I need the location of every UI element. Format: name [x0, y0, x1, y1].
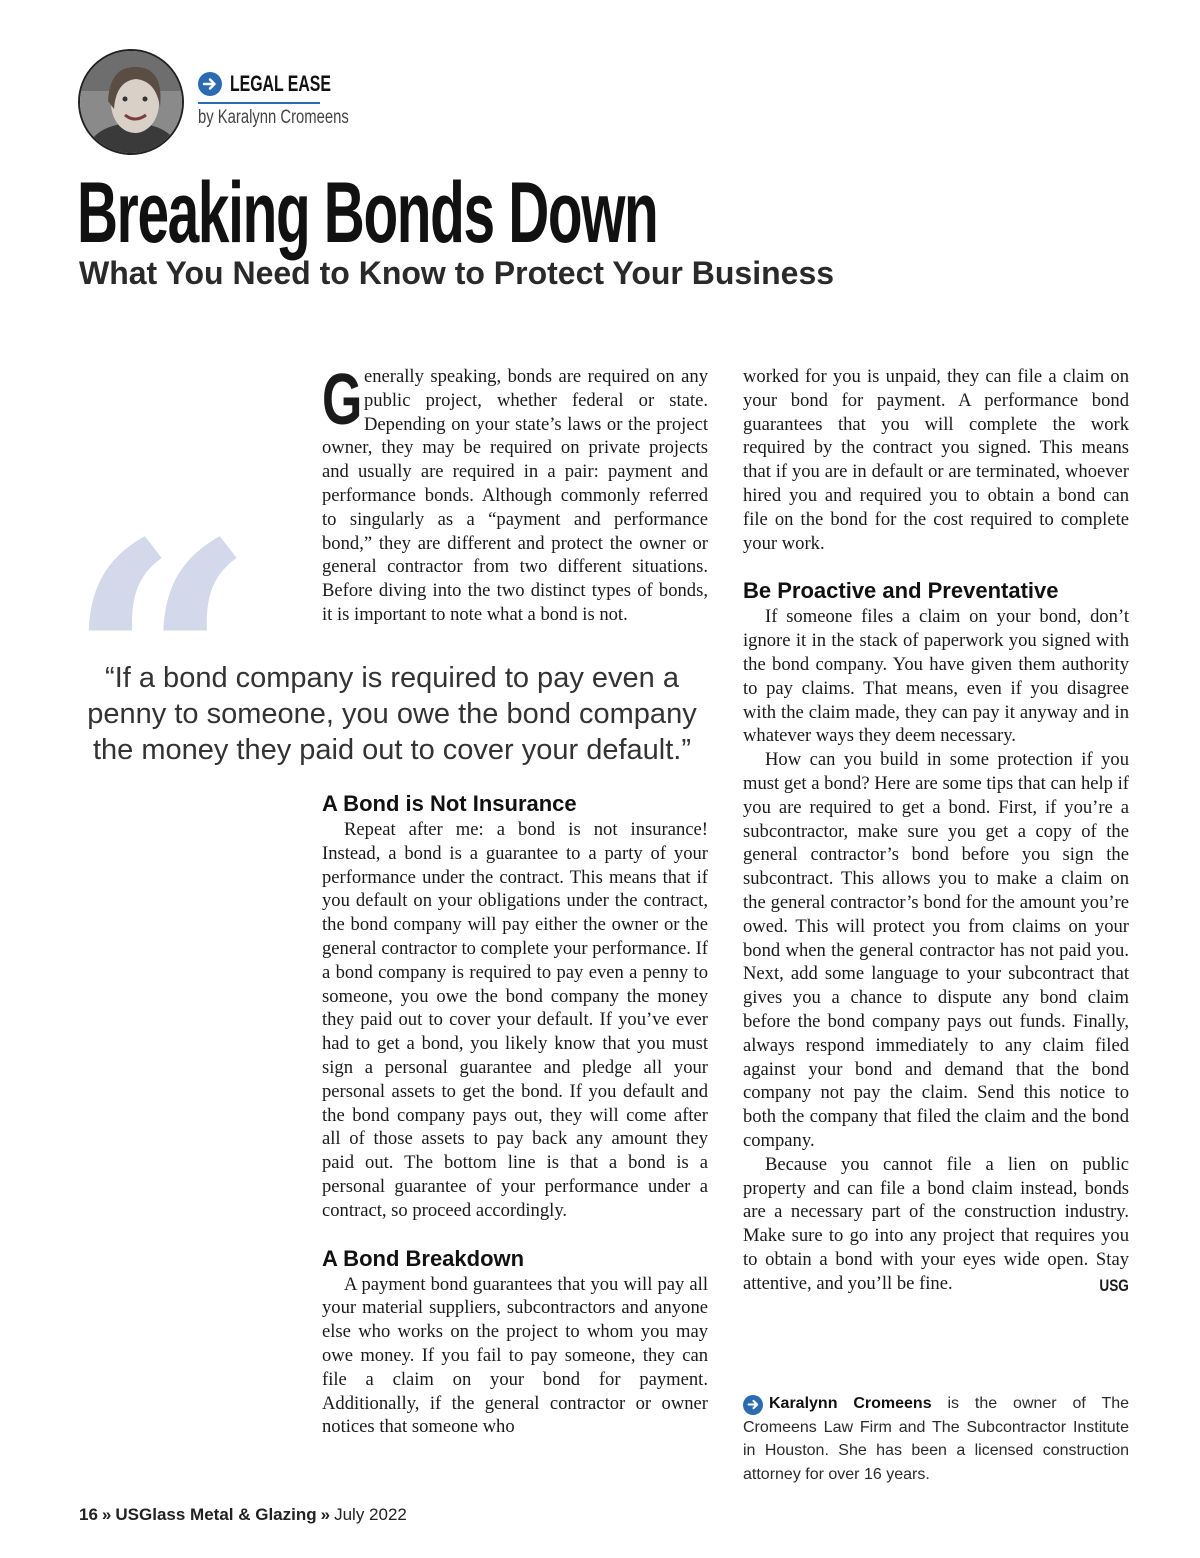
page-number: 16	[79, 1505, 98, 1524]
page-footer	[79, 1505, 407, 1525]
department-row	[198, 70, 331, 98]
article-title: Breaking Bonds Down	[77, 165, 658, 261]
drop-cap: G	[322, 360, 363, 440]
quotation-mark-icon: “	[66, 471, 256, 859]
bio-text: is the owner of The Cromeens Law Firm and The Subcontractor Institute in Houston. She has been a licensed construction attorney for over 16 years.	[743, 1395, 1130, 1483]
section-heading-breakdown: A Bond Breakdown	[322, 1245, 525, 1271]
footer-separator: »	[101, 1505, 112, 1524]
issue-date: July 2022	[334, 1505, 407, 1524]
paragraph: Repeat after me: a bond is not insurance! Instead, a bond is a guarantee to a party of your performance under the contract. This means that if you default on your obligations under the contract, the bond company will pay either the owner or the general contractor to complete your performance. If a bond company is required to pay even a penny to someone, you owe the bond company the money they paid out to cover your default. If you’ve ever had to get a bond, you likely know that you must sign a personal guarantee and pledge all your personal assets to get the bond. If you default and the bond company pays out, they will come after all of those assets to pay back any amount they paid out. The bottom line is that a bond is a personal guarantee of your performance under a contract, so proceed accordingly.	[322, 819, 708, 1221]
intro-paragraph	[322, 360, 708, 627]
intro-text: enerally speaking, bonds are required on any public project, whether federal or state. Depending on your state’s laws or the project owner, they may be required on private projects and usually are required in a pair: payment and performance bonds. Although commonly referred to singularly as a “payment and performance bond,” they are different and protect the owner or general contractor from two different situations. Before diving into the two distinct types of bonds, it is important to note what a bond is not.	[322, 366, 708, 625]
bio-name: Karalynn Cromeens	[769, 1395, 932, 1412]
arrow-right-circle-icon	[743, 1395, 763, 1415]
section-heading-proactive: Be Proactive and Preventative	[743, 578, 1059, 604]
paragraph: worked for you is unpaid, they can file a claim on your bond for payment. A performance bond guarantees that you will complete the work required by the contract you signed. This means that if you are in default or are terminated, whoever hired you and required you to obtain a bond can file on the bond for the cost required to complete your work.	[743, 366, 1129, 554]
author-portrait-icon	[80, 51, 184, 155]
publication-name: USGlass Metal & Glazing	[115, 1505, 317, 1524]
department-label: LEGAL EASE	[230, 71, 331, 96]
paragraph: If someone files a claim on your bond, don’t ignore it in the stack of paperwork you signed with the bond company. You have given them authority to pay claims. That means, even if you disagree with the claim made, they can pay it anyway and in whatever ways they deem necessary.	[743, 606, 1129, 747]
author-bio	[743, 1392, 1129, 1486]
end-mark: USG	[1099, 1275, 1129, 1295]
paragraph-final	[743, 1153, 1129, 1296]
arrow-right-circle-icon	[198, 72, 222, 96]
department-rule	[198, 102, 320, 104]
middle-column	[322, 790, 708, 1439]
department-header	[198, 70, 349, 129]
paragraph: How can you build in some protection if you must get a bond? Here are some tips that can help if you are required to get a bond. First, if you’re a subcontractor, make sure you get a copy of the general contractor’s bond before you sign the subcontract. This allows you to make a claim on the general contractor’s bond for the amount you’re owed. This will protect you from claims on your bond when the general contractor has not paid you. Next, add some language to your subcontract that gives you a chance to dispute any bond claim before the bond company pays out funds. Finally, always respond immediately to any claim filed against your bond and demand that the bond company not pay the claim. Send this notice to both the company that filed the claim and the bond company.	[743, 749, 1129, 1151]
final-text: Because you cannot file a lien on public property and can file a bond claim instead, bonds are a necessary part of the construction industry. Make sure to go into any project that requires you to obtain a bond with your eyes wide open. Stay attentive, and you’ll be fine.	[743, 1153, 1129, 1294]
intro-column	[322, 360, 708, 627]
article-subtitle: What You Need to Know to Protect Your Business	[79, 255, 835, 291]
pull-quote: “If a bond company is required to pay even a penny to someone, you owe the bond company the money they paid out to cover your default.”	[87, 662, 697, 766]
right-column	[743, 365, 1129, 1297]
author-avatar	[78, 49, 184, 155]
paragraph: A payment bond guarantees that you will pay all your material suppliers, subcontractors and anyone else who works on the project to whom you may owe money. If you fail to pay someone, they can file a claim on your bond for payment. Additionally, if the general contractor or owner notices that someone who	[322, 1273, 708, 1438]
footer-separator: »	[320, 1505, 331, 1524]
section-heading-insurance: A Bond is Not Insurance	[322, 791, 577, 816]
byline: by Karalynn Cromeens	[198, 107, 349, 128]
